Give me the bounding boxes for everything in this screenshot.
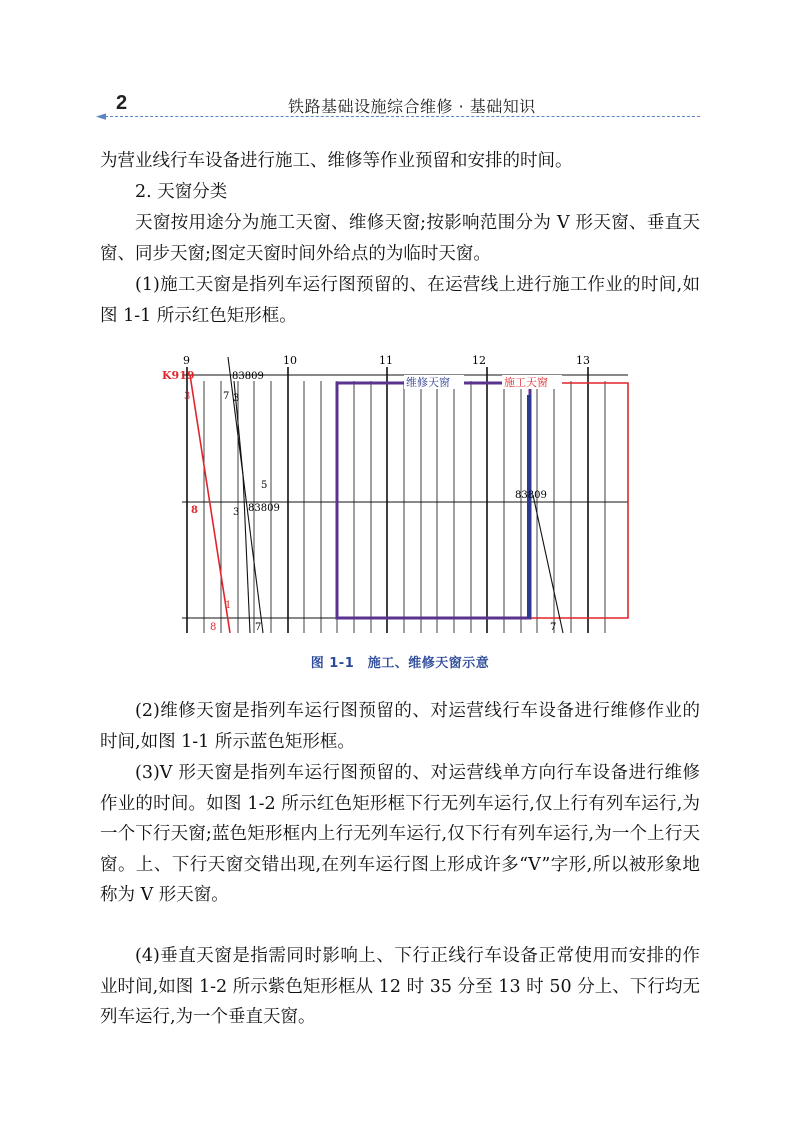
hour-label-13: 13 <box>576 354 590 367</box>
black-label-7-top: 7 <box>223 391 230 402</box>
black-label-5: 5 <box>261 480 268 491</box>
paragraph-v-window: (3)V 形天窗是指列车运行图预留的、对运营线单方向行车设备进行维修作业的时间。如图 1-2 所示红色矩形框下行无列车运行,仅上行有列车运行,为一个下行天窗;蓝色矩形框内上行无列车运行,仅下行有列车运行,为一个上行天窗。上、下行天窗交错出现,在列车运行图上形成许多“V”字形,所以被形象地称为 V 形天窗。 <box>100 763 700 905</box>
train-label-k919: K919 <box>162 369 195 382</box>
train-label-83809-right: 83809 <box>515 490 547 501</box>
book-title: 铁路基础设施综合维修 · 基础知识 <box>288 97 536 116</box>
hour-label-12: 12 <box>472 354 486 367</box>
running-header <box>96 88 700 128</box>
train-path-k919 <box>190 375 230 633</box>
header-rule <box>100 116 700 117</box>
hour-label-9: 9 <box>183 354 190 367</box>
red-label-3: 3 <box>184 391 191 402</box>
train-label-83809-top: 83809 <box>232 371 264 382</box>
hour-label-10: 10 <box>283 354 297 367</box>
paragraph-classification: 天窗按用途分为施工天窗、维修天窗;按影响范围分为 V 形天窗、垂直天窗、同步天窗;图定天窗时间外给点的为临时天窗。 <box>100 213 700 264</box>
header-arrow-icon: ◄ <box>96 109 106 124</box>
paragraph-construction-window: (1)施工天窗是指列车运行图预留的、在运营线上进行施工作业的时间,如图 1-1 所示红色矩形框。 <box>100 275 700 326</box>
grid-lines <box>182 367 628 633</box>
paragraph-continuation: 为营业线行车设备进行施工、维修等作业预留和安排的时间。 <box>100 151 573 171</box>
train-path-83809-right <box>533 495 563 633</box>
construction-window-label: 施工天窗 <box>504 376 548 389</box>
figure-caption: 图 1-1 施工、维修天窗示意 <box>310 656 490 671</box>
page-number: 2 <box>116 92 128 114</box>
paragraph-maintenance-window: (2)维修天窗是指列车运行图预留的、对运营线行车设备进行维修作业的时间,如图 1-1 所示蓝色矩形框。 <box>100 701 700 752</box>
red-label-8-bot: 8 <box>210 622 217 633</box>
maintenance-window-label: 维修天窗 <box>406 376 450 389</box>
red-label-1: 1 <box>225 600 232 611</box>
black-label-7-right: 7 <box>550 622 557 633</box>
train-diagram <box>160 345 640 640</box>
maintenance-window-frame <box>337 383 530 618</box>
black-label-7-bot: 7 <box>255 622 262 633</box>
section-heading: 2. 天窗分类 <box>135 182 228 202</box>
black-label-3-top: 3 <box>233 393 240 404</box>
red-label-8-mid: 8 <box>191 505 198 516</box>
hour-label-11: 11 <box>379 354 393 367</box>
train-label-83809-mid: 83809 <box>248 503 280 514</box>
paragraph-vertical-window: (4)垂直天窗是指需同时影响上、下行正线行车设备正常使用而安排的作业时间,如图 1-2 所示紫色矩形框从 12 时 35 分至 13 时 50 分上、下行均无列车运行,为一个垂直天窗。 <box>100 946 700 1027</box>
construction-window-frame <box>337 383 628 618</box>
black-label-3-mid: 3 <box>233 507 240 518</box>
